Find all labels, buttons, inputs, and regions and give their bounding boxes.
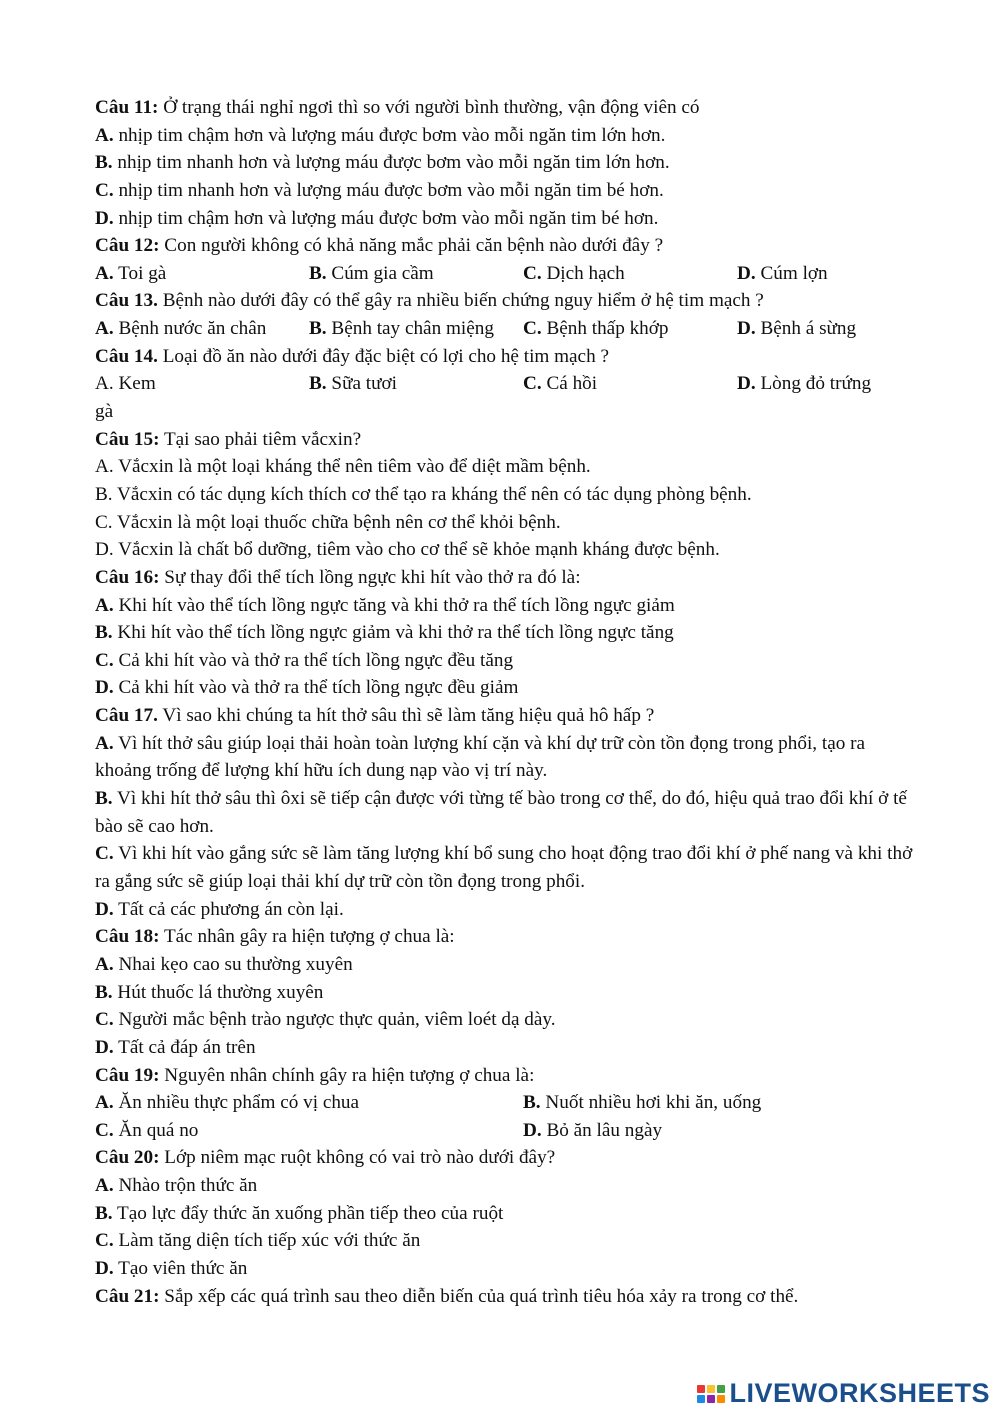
question-q14 bbox=[95, 343, 915, 426]
worksheet-body bbox=[95, 94, 915, 1310]
option-text: Tạo viên thức ăn bbox=[113, 1258, 248, 1280]
question-q16 bbox=[95, 564, 915, 702]
question-stem bbox=[95, 564, 915, 592]
options-row bbox=[95, 1117, 915, 1145]
option-letter: A. bbox=[95, 732, 114, 754]
answer-option[interactable] bbox=[95, 260, 309, 288]
option-letter: B. bbox=[95, 483, 113, 505]
option-line bbox=[95, 896, 915, 924]
option-text: Cá hồi bbox=[541, 373, 598, 395]
option-letter: D. bbox=[95, 677, 114, 699]
option-letter: A. bbox=[95, 124, 114, 146]
option-letter: D. bbox=[737, 318, 756, 340]
question-text: Con người không có khả năng mắc phải căn bệnh nào dưới đây ? bbox=[159, 235, 664, 257]
option-text: Vắcxin là một loại thuốc chữa bệnh nên cơ thể khỏi bệnh. bbox=[112, 511, 561, 533]
option-letter: D. bbox=[95, 898, 114, 920]
option-line bbox=[95, 122, 915, 150]
option-text: Nhai kẹo cao su thường xuyên bbox=[113, 953, 353, 975]
option-text: Bệnh thấp khớp bbox=[541, 318, 669, 340]
question-q19 bbox=[95, 1062, 915, 1145]
answer-option[interactable] bbox=[95, 125, 665, 146]
answer-option[interactable] bbox=[95, 650, 513, 671]
option-text: Vắcxin có tác dụng kích thích cơ thể tạo ra kháng thể nên có tác dụng phòng bệnh. bbox=[112, 483, 752, 505]
question-stem bbox=[95, 232, 915, 260]
options-row bbox=[95, 260, 915, 288]
option-continuation: gà bbox=[95, 401, 114, 423]
answer-option[interactable] bbox=[95, 622, 674, 643]
logo-square-orange bbox=[717, 1395, 725, 1403]
option-letter: B. bbox=[309, 318, 327, 340]
option-letter: B. bbox=[95, 152, 113, 174]
question-text: Vì sao khi chúng ta hít thở sâu thì sẽ làm tăng hiệu quả hô hấp ? bbox=[157, 705, 655, 727]
question-number: Câu 11: bbox=[95, 97, 159, 118]
option-letter: A. bbox=[95, 373, 114, 395]
option-text: Kem bbox=[113, 373, 156, 395]
option-text: Người mắc bệnh trào ngược thực quản, viêm loét dạ dày. bbox=[113, 1009, 556, 1031]
option-letter: C. bbox=[95, 511, 113, 533]
option-letter: B. bbox=[95, 788, 113, 810]
option-text: nhịp tim nhanh hơn và lượng máu được bơm vào mỗi ngăn tim lớn hơn. bbox=[112, 152, 670, 174]
question-stem bbox=[95, 287, 915, 315]
answer-option[interactable] bbox=[95, 954, 353, 975]
answer-option[interactable] bbox=[737, 315, 856, 343]
option-line bbox=[95, 592, 915, 620]
option-line bbox=[95, 536, 915, 564]
logo-square-yellow bbox=[707, 1385, 715, 1393]
option-letter: D. bbox=[95, 1036, 114, 1058]
option-letter: A. bbox=[95, 953, 114, 975]
question-number: Câu 19: bbox=[95, 1064, 160, 1086]
option-letter: C. bbox=[523, 373, 542, 395]
option-line bbox=[95, 619, 915, 647]
answer-option[interactable] bbox=[523, 315, 737, 343]
option-line bbox=[95, 979, 915, 1007]
option-letter: C. bbox=[95, 1009, 114, 1031]
question-q18 bbox=[95, 923, 915, 1061]
option-letter: A. bbox=[95, 1092, 114, 1114]
option-line bbox=[95, 453, 915, 481]
question-q12 bbox=[95, 232, 915, 287]
question-text: Sắp xếp các quá trình sau theo diễn biến của quá trình tiêu hóa xảy ra trong cơ thể. bbox=[159, 1285, 799, 1307]
answer-option[interactable] bbox=[523, 260, 737, 288]
question-number: Câu 17. bbox=[95, 705, 158, 727]
footer bbox=[697, 1378, 990, 1409]
option-text: Dịch hạch bbox=[541, 262, 625, 284]
question-stem bbox=[95, 923, 915, 951]
question-number: Câu 14. bbox=[95, 345, 158, 367]
brand-name: LIVEWORKSHEETS bbox=[729, 1378, 990, 1408]
option-text: Khi hít vào thể tích lồng ngực giảm và khi thở ra thể tích lồng ngực tăng bbox=[112, 622, 674, 644]
option-text: Vì khi hít vào gắng sức sẽ làm tăng lượng khí bổ sung cho hoạt động trao đổi khí ở phế nang và khi thở ra gắng sức sẽ giúp loại thải khí dự trữ còn tồn đọng trong phổi. bbox=[95, 843, 913, 893]
option-line bbox=[95, 1006, 915, 1034]
option-letter: B. bbox=[523, 1092, 541, 1114]
answer-option[interactable] bbox=[95, 677, 518, 698]
answer-option[interactable] bbox=[95, 512, 561, 533]
option-text: Bệnh tay chân miệng bbox=[326, 318, 494, 340]
answer-option[interactable] bbox=[95, 982, 323, 1003]
option-line bbox=[95, 1227, 915, 1255]
answer-option[interactable] bbox=[523, 1117, 662, 1145]
option-text: Bệnh á sừng bbox=[755, 318, 857, 340]
question-q15 bbox=[95, 426, 915, 564]
option-letter: B. bbox=[95, 981, 113, 1003]
option-text: Nuốt nhiều hơi khi ăn, uống bbox=[540, 1092, 762, 1114]
option-line bbox=[95, 730, 915, 785]
option-text: Cúm lợn bbox=[755, 262, 828, 284]
question-q20 bbox=[95, 1144, 915, 1282]
answer-option[interactable] bbox=[95, 1203, 503, 1224]
option-text: Vì khi hít thở sâu thì ôxi sẽ tiếp cận được với từng tế bào trong cơ thể, do đó, hiệu quả trao đổi khí ở tế bào sẽ cao hơn. bbox=[95, 788, 907, 837]
answer-option[interactable] bbox=[95, 843, 912, 892]
option-letter: D. bbox=[95, 1258, 114, 1280]
option-text: Hút thuốc lá thường xuyên bbox=[112, 981, 324, 1003]
question-q11 bbox=[95, 94, 915, 232]
question-text: Sự thay đổi thể tích lồng ngực khi hít vào thở ra đó là: bbox=[159, 566, 581, 588]
option-letter: B. bbox=[309, 262, 327, 284]
logo-square-blue bbox=[697, 1395, 705, 1403]
option-letter: C. bbox=[95, 843, 114, 865]
answer-option[interactable] bbox=[737, 260, 828, 288]
option-text: Cả khi hít vào và thở ra thể tích lồng ngực đều tăng bbox=[113, 649, 514, 671]
option-text: Làm tăng diện tích tiếp xúc với thức ăn bbox=[113, 1230, 421, 1252]
option-text: Vì hít thở sâu giúp loại thải hoàn toàn lượng khí cặn và khí dự trữ còn tồn đọng trong phổi, tạo ra khoảng trống để lượng khí hữu ích dung nạp vào vị trí này. bbox=[95, 732, 866, 782]
logo-square-red bbox=[697, 1385, 705, 1393]
option-text: Ăn nhiều thực phẩm có vị chua bbox=[113, 1092, 360, 1114]
option-text: Nhào trộn thức ăn bbox=[113, 1175, 258, 1197]
option-letter: C. bbox=[95, 1230, 114, 1252]
option-line bbox=[95, 647, 915, 675]
option-line bbox=[95, 1172, 915, 1200]
answer-option[interactable] bbox=[523, 370, 737, 398]
answer-option[interactable] bbox=[95, 595, 675, 616]
question-text: Bệnh nào dưới đây có thể gây ra nhiều biến chứng nguy hiểm ở hệ tim mạch ? bbox=[157, 290, 764, 312]
option-letter: C. bbox=[95, 1119, 114, 1141]
option-line bbox=[95, 149, 915, 177]
question-q13 bbox=[95, 287, 915, 342]
option-line bbox=[95, 205, 915, 233]
option-letter: A. bbox=[95, 1175, 114, 1197]
option-text: Cúm gia cầm bbox=[326, 262, 434, 284]
question-number: Câu 20: bbox=[95, 1147, 160, 1169]
question-text: Lớp niêm mạc ruột không có vai trò nào dưới đây? bbox=[159, 1147, 556, 1169]
option-text: Sữa tươi bbox=[326, 373, 397, 395]
question-stem bbox=[95, 426, 915, 454]
option-line bbox=[95, 951, 915, 979]
option-text: Vắcxin là một loại kháng thể nên tiêm vào để diệt mầm bệnh. bbox=[113, 456, 591, 478]
answer-option[interactable] bbox=[309, 370, 523, 398]
logo-square-green bbox=[717, 1385, 725, 1393]
question-text: Tại sao phải tiêm vắcxin? bbox=[159, 428, 362, 450]
liveworksheets-logo-icon bbox=[697, 1385, 725, 1403]
answer-option[interactable] bbox=[95, 1089, 523, 1117]
option-text: Tất cả các phương án còn lại. bbox=[113, 898, 344, 920]
answer-option[interactable] bbox=[95, 788, 907, 837]
answer-option[interactable] bbox=[737, 370, 871, 398]
option-letter: D. bbox=[737, 262, 756, 284]
question-q21 bbox=[95, 1283, 915, 1311]
question-text: Tác nhân gây ra hiện tượng ợ chua là: bbox=[159, 926, 455, 948]
option-letter: B. bbox=[95, 622, 113, 644]
option-letter: A. bbox=[95, 456, 114, 478]
question-text: Ở trạng thái nghỉ ngơi thì so với người bình thường, vận động viên có bbox=[158, 97, 700, 118]
answer-option[interactable] bbox=[95, 539, 720, 560]
options-row bbox=[95, 370, 915, 398]
question-number: Câu 13. bbox=[95, 290, 158, 312]
option-letter: C. bbox=[95, 649, 114, 671]
question-text: Loại đồ ăn nào dưới đây đặc biệt có lợi cho hệ tim mạch ? bbox=[157, 345, 609, 367]
option-text: Toi gà bbox=[113, 262, 167, 284]
question-number: Câu 15: bbox=[95, 428, 160, 450]
option-letter: B. bbox=[95, 1202, 113, 1224]
answer-option[interactable] bbox=[309, 315, 523, 343]
option-line bbox=[95, 785, 915, 840]
option-letter: D. bbox=[737, 373, 756, 395]
question-q17 bbox=[95, 702, 915, 923]
option-text: nhịp tim chậm hơn và lượng máu được bơm vào mỗi ngăn tim bé hơn. bbox=[113, 207, 659, 229]
option-text: Khi hít vào thể tích lồng ngực tăng và khi thở ra thể tích lồng ngực giảm bbox=[113, 594, 675, 616]
answer-option[interactable] bbox=[95, 315, 309, 343]
question-stem bbox=[95, 1144, 915, 1172]
option-letter: C. bbox=[523, 318, 542, 340]
option-text: Tất cả đáp án trên bbox=[113, 1036, 256, 1058]
answer-option[interactable] bbox=[95, 484, 752, 505]
options-row bbox=[95, 1089, 915, 1117]
option-text: Ăn quá no bbox=[113, 1119, 199, 1141]
option-letter: C. bbox=[95, 179, 114, 201]
answer-option[interactable] bbox=[309, 260, 523, 288]
logo-square-purple bbox=[707, 1395, 715, 1403]
question-stem bbox=[95, 702, 915, 730]
answer-option[interactable] bbox=[95, 152, 670, 173]
options-row bbox=[95, 315, 915, 343]
answer-option[interactable] bbox=[95, 180, 664, 201]
option-line bbox=[95, 840, 915, 895]
option-letter: D. bbox=[95, 539, 114, 561]
question-number: Câu 12: bbox=[95, 235, 160, 257]
option-letter: A. bbox=[95, 262, 114, 284]
option-text: Bỏ ăn lâu ngày bbox=[541, 1119, 663, 1141]
answer-option[interactable] bbox=[95, 1258, 247, 1279]
option-line bbox=[95, 1034, 915, 1062]
option-text: Lòng đỏ trứng bbox=[755, 373, 872, 395]
option-line bbox=[95, 177, 915, 205]
question-stem bbox=[95, 1062, 915, 1090]
option-line bbox=[95, 1200, 915, 1228]
question-stem bbox=[95, 1283, 915, 1311]
option-line bbox=[95, 1255, 915, 1283]
answer-option[interactable] bbox=[95, 370, 309, 398]
option-text: nhịp tim nhanh hơn và lượng máu được bơm vào mỗi ngăn tim bé hơn. bbox=[113, 179, 664, 201]
answer-option[interactable] bbox=[95, 208, 658, 229]
question-stem bbox=[95, 94, 915, 122]
answer-option[interactable] bbox=[95, 1009, 556, 1030]
question-text: Nguyên nhân chính gây ra hiện tượng ợ chua là: bbox=[159, 1064, 535, 1086]
question-number: Câu 16: bbox=[95, 566, 160, 588]
answer-option[interactable] bbox=[523, 1089, 761, 1117]
option-text: nhịp tim chậm hơn và lượng máu được bơm vào mỗi ngăn tim lớn hơn. bbox=[113, 124, 666, 146]
option-letter: D. bbox=[523, 1119, 542, 1141]
option-line bbox=[95, 509, 915, 537]
question-stem bbox=[95, 343, 915, 371]
option-text: Tạo lực đẩy thức ăn xuống phần tiếp theo của ruột bbox=[112, 1202, 504, 1224]
option-line bbox=[95, 481, 915, 509]
answer-option[interactable] bbox=[95, 1117, 523, 1145]
option-letter: C. bbox=[523, 262, 542, 284]
option-letter: B. bbox=[309, 373, 327, 395]
answer-option[interactable] bbox=[95, 1175, 257, 1196]
option-letter: A. bbox=[95, 318, 114, 340]
answer-option[interactable] bbox=[95, 1037, 256, 1058]
option-letter: D. bbox=[95, 207, 114, 229]
option-text: Vắcxin là chất bổ dưỡng, tiêm vào cho cơ thể sẽ khỏe mạnh kháng được bệnh. bbox=[113, 539, 720, 561]
answer-option[interactable] bbox=[95, 899, 344, 920]
option-text: Cả khi hít vào và thở ra thể tích lồng ngực đều giảm bbox=[113, 677, 519, 699]
answer-option[interactable] bbox=[95, 733, 865, 782]
answer-option[interactable] bbox=[95, 1230, 420, 1251]
question-number: Câu 21: bbox=[95, 1285, 160, 1307]
answer-option[interactable] bbox=[95, 456, 591, 477]
option-letter: A. bbox=[95, 594, 114, 616]
question-number: Câu 18: bbox=[95, 926, 160, 948]
option-text: Bệnh nước ăn chân bbox=[113, 318, 267, 340]
option-line bbox=[95, 674, 915, 702]
